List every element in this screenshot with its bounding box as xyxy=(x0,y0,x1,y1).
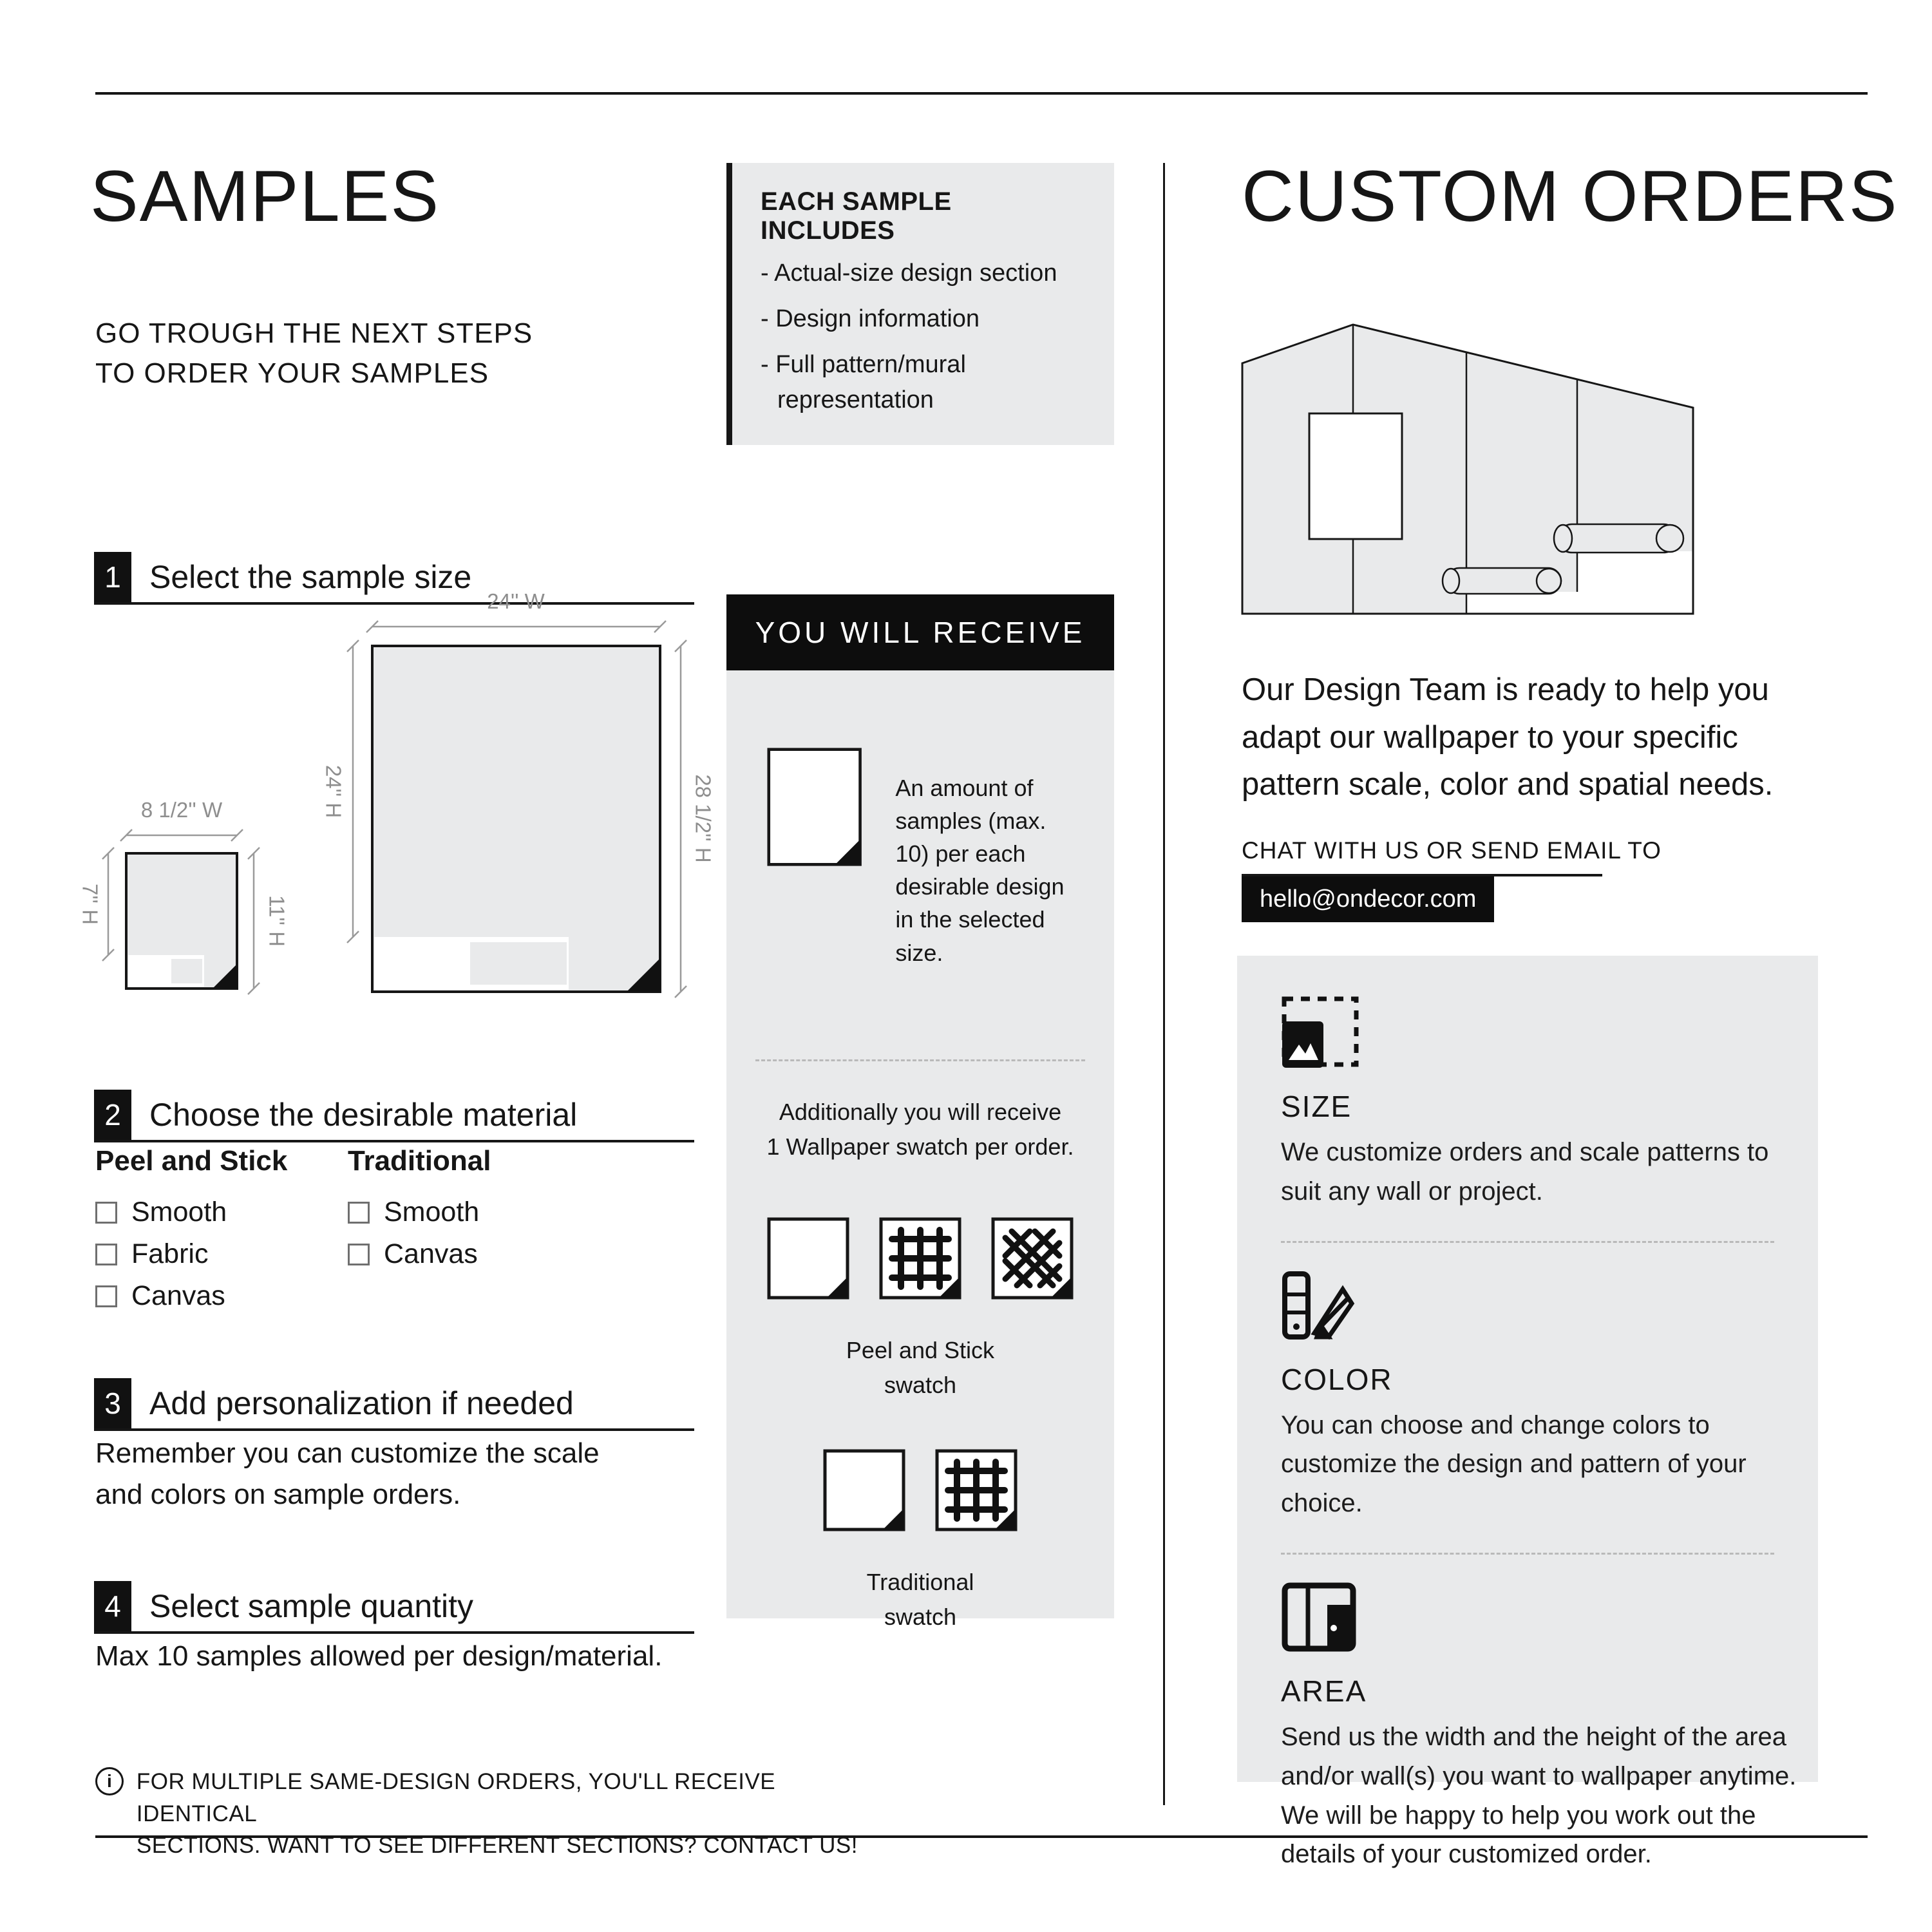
material-option-label: Canvas xyxy=(131,1280,225,1311)
step3-body-line2: and colors on sample orders. xyxy=(95,1478,461,1510)
peel-swatch-row xyxy=(767,1217,1074,1300)
step-badge: 3 xyxy=(94,1378,131,1428)
color-icon xyxy=(1281,1270,1358,1341)
samples-intro xyxy=(95,314,533,393)
custom-orders-title: CUSTOM ORDERS xyxy=(1242,156,1899,236)
swatch-blank-icon xyxy=(767,1217,849,1300)
includes-title: EACH SAMPLE INCLUDES xyxy=(761,187,952,245)
chat-text: CHAT WITH US OR SEND EMAIL TO xyxy=(1242,837,1662,864)
custom-intro: Our Design Team is ready to help you adapt our wallpaper to your specific pattern scale, color and spatial needs. xyxy=(1242,672,1774,802)
amount-text: An amount of samples (max. 10) per each desirable design in the selected size. xyxy=(895,775,1065,966)
material-option xyxy=(95,1238,287,1270)
column-divider xyxy=(1163,163,1165,1805)
step-badge: 1 xyxy=(94,552,131,602)
checkbox-icon[interactable] xyxy=(95,1202,117,1224)
checkbox-icon[interactable] xyxy=(95,1285,117,1307)
traditional-swatch-row xyxy=(823,1449,1018,1531)
additional-line1: Additionally you will receive xyxy=(779,1098,1062,1125)
area-body: Send us the width and the height of the area and/or wall(s) you want to wallpaper anytime. We will be happy to help you work out the details of your customized order. xyxy=(1281,1722,1797,1869)
house-illustration xyxy=(1240,323,1697,620)
swatch-cross-icon xyxy=(991,1217,1074,1300)
materials-col-traditional xyxy=(348,1145,491,1270)
receive-panel xyxy=(726,670,1114,1630)
materials-col1-title: Peel and Stick xyxy=(95,1145,288,1177)
dashed-separator xyxy=(1281,1241,1774,1243)
you-will-receive-banner: YOU WILL RECEIVE xyxy=(726,594,1114,670)
dim-large-height-right: 28 1/2'' H xyxy=(691,774,715,863)
sample-size-diagram-small xyxy=(76,789,308,1021)
peel-swatch-label xyxy=(846,1333,994,1403)
additional-line2: 1 Wallpaper swatch per order. xyxy=(766,1133,1074,1160)
checkbox-icon[interactable] xyxy=(348,1202,370,1224)
additional-text xyxy=(767,1095,1074,1164)
traditional-swatch-label xyxy=(867,1565,974,1634)
step3-header xyxy=(94,1378,694,1431)
includes-item: - Actual-size design section xyxy=(761,260,1057,287)
step2-header xyxy=(94,1090,694,1142)
materials-col-peel xyxy=(95,1145,287,1312)
note-text xyxy=(137,1766,900,1862)
dashed-separator xyxy=(1281,1553,1774,1555)
dim-large-width: 24'' W xyxy=(487,589,545,613)
samples-title: SAMPLES xyxy=(90,156,440,236)
color-body: You can choose and change colors to customize the design and pattern of your choice. xyxy=(1281,1410,1747,1518)
step4-header xyxy=(94,1581,694,1634)
sample-size-diagram-large xyxy=(322,589,721,1014)
materials-col2-title: Traditional xyxy=(348,1145,491,1177)
color-heading: COLOR xyxy=(1281,1362,1393,1396)
size-body: We customize orders and scale patterns to suit any wall or project. xyxy=(1281,1138,1769,1206)
dim-small-width: 8 1/2'' W xyxy=(140,798,223,822)
area-heading: AREA xyxy=(1281,1674,1367,1708)
dashed-separator xyxy=(755,1059,1085,1061)
page-icon xyxy=(767,743,862,871)
same-design-note xyxy=(95,1766,900,1862)
email-badge[interactable]: hello@ondecor.com xyxy=(1242,876,1494,922)
window xyxy=(1309,413,1402,539)
traditional-label-line1: Traditional xyxy=(866,1568,974,1595)
dim-large-height-left: 24'' H xyxy=(322,764,346,819)
material-option xyxy=(348,1238,491,1270)
top-divider xyxy=(95,92,1868,95)
step3-body-line1: Remember you can customize the scale xyxy=(95,1437,600,1469)
samples-intro-line2: TO ORDER YOUR SAMPLES xyxy=(95,357,489,389)
checkbox-icon[interactable] xyxy=(348,1244,370,1265)
material-option xyxy=(95,1197,287,1228)
size-icon xyxy=(1281,996,1361,1068)
step-badge: 4 xyxy=(94,1581,131,1631)
swatch-grid-icon xyxy=(935,1449,1018,1531)
material-option-label: Fabric xyxy=(131,1238,209,1269)
peel-label-line1: Peel and Stick xyxy=(846,1336,995,1363)
area-icon xyxy=(1281,1582,1357,1653)
material-option xyxy=(348,1197,491,1228)
dim-small-height-right: 11'' H xyxy=(265,895,289,947)
material-option-label: Canvas xyxy=(384,1238,478,1269)
material-option-label: Smooth xyxy=(131,1197,227,1227)
traditional-label-line2: swatch xyxy=(884,1603,957,1630)
custom-options-panel xyxy=(1237,956,1818,1869)
material-option-label: Smooth xyxy=(384,1197,480,1227)
step3-title: Add personalization if needed xyxy=(149,1385,574,1421)
includes-item: - Design information xyxy=(761,305,980,333)
peel-label-line2: swatch xyxy=(884,1371,957,1398)
amount-row xyxy=(755,743,1085,969)
wallpaper-roll-icon xyxy=(1443,568,1561,594)
wallpaper-roll-icon xyxy=(1554,524,1683,553)
info-icon: i xyxy=(95,1767,124,1795)
step4-title: Select sample quantity xyxy=(149,1588,474,1624)
dim-small-height-left: 7'' H xyxy=(78,884,102,925)
samples-intro-line1: GO TROUGH THE NEXT STEPS xyxy=(95,317,533,349)
includes-item: - Full pattern/mural representation xyxy=(761,351,966,414)
size-heading: SIZE xyxy=(1281,1090,1352,1123)
note-line1: FOR MULTIPLE SAME-DESIGN ORDERS, YOU'LL RECEIVE IDENTICAL xyxy=(136,1769,776,1826)
note-line2: SECTIONS. WANT TO SEE DIFFERENT SECTIONS? CONTACT US! xyxy=(136,1833,858,1859)
step4-body: Max 10 samples allowed per design/material. xyxy=(95,1640,663,1672)
swatch-blank-icon xyxy=(823,1449,905,1531)
swatch-grid-icon xyxy=(879,1217,961,1300)
step-badge: 2 xyxy=(94,1090,131,1140)
each-sample-includes-box xyxy=(726,163,1114,445)
material-option xyxy=(95,1280,287,1312)
step3-body xyxy=(95,1433,600,1515)
step1-title: Select the sample size xyxy=(149,559,472,595)
checkbox-icon[interactable] xyxy=(95,1244,117,1265)
step2-title: Choose the desirable material xyxy=(149,1097,578,1133)
